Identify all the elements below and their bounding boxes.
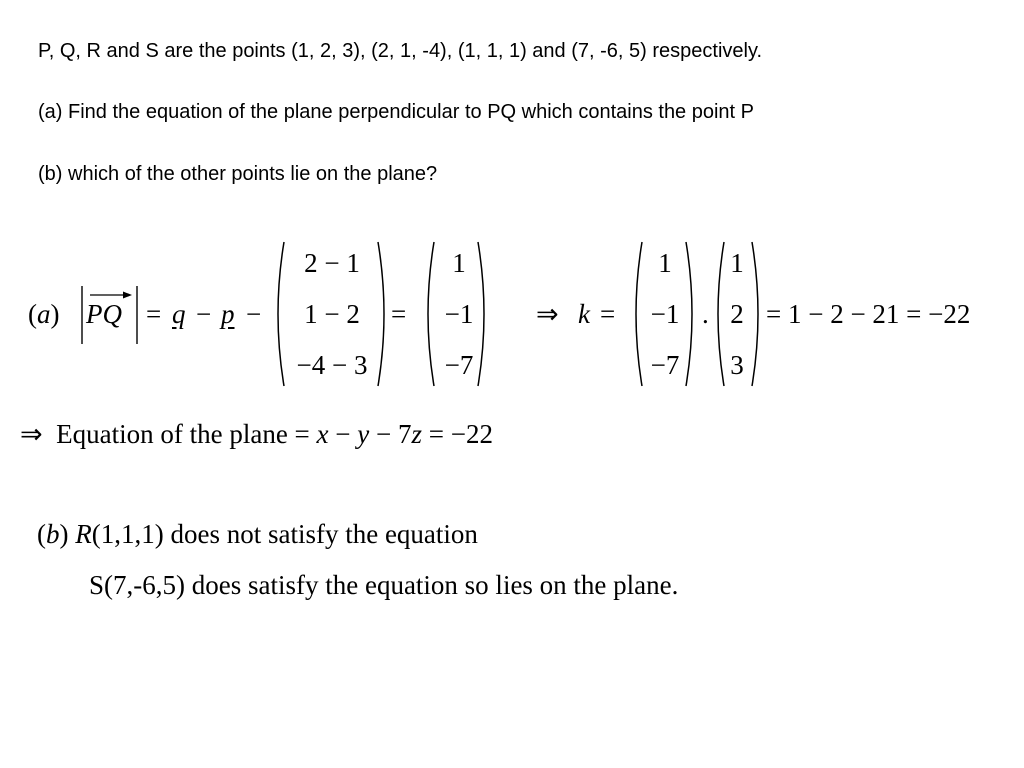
plane-equation-line: ⇒ Equation of the plane = x − y − 7z = −22 <box>20 419 493 449</box>
matrix-cell: 2 <box>730 299 744 329</box>
matrix-cell: 2 − 1 <box>304 248 360 278</box>
right-bracket <box>684 240 700 388</box>
minus-sign: − <box>246 299 262 329</box>
left-bracket <box>270 240 286 388</box>
minus-sign: − <box>196 299 212 329</box>
implies-arrow-icon: ⇒ <box>20 419 43 449</box>
solution-b-line-1: (b) R(1,1,1) does not satisfy the equation <box>37 519 478 549</box>
matrix-cell: −7 <box>444 350 474 380</box>
vector-pq: PQ <box>86 299 122 329</box>
right-bracket <box>476 240 492 388</box>
question-part-a: (a) Find the equation of the plane perpendicular to PQ which contains the point P <box>38 101 755 123</box>
matrix-cell: −7 <box>650 350 680 380</box>
implies-arrow-icon: ⇒ <box>536 299 559 329</box>
constant-k: k <box>578 299 590 329</box>
dot-product-result: = 1 − 2 − 21 = −22 <box>766 299 971 329</box>
dot-product-sign: . <box>702 299 709 329</box>
solution-b-line-2: S(7,-6,5) does satisfy the equation so lies on the plane. <box>89 570 679 600</box>
abs-bar-right <box>135 286 141 344</box>
matrix-cell: 1 <box>730 248 744 278</box>
vector-p: p <box>221 299 235 329</box>
question-part-b: (b) which of the other points lie on the plane? <box>38 163 438 185</box>
vector-q: q <box>172 299 186 329</box>
question-intro: P, Q, R and S are the points (1, 2, 3), (2, 1, -4), (1, 1, 1) and (7, -6, 5) respectively. <box>38 40 763 62</box>
matrix-cell: −1 <box>444 299 474 329</box>
right-bracket <box>376 240 392 388</box>
matrix-cell: −1 <box>650 299 680 329</box>
equals-sign: = <box>391 299 407 329</box>
equals-sign: = <box>600 299 616 329</box>
part-a-label: (a) <box>28 299 60 329</box>
right-bracket <box>750 240 766 388</box>
matrix-cell: 3 <box>730 350 744 380</box>
equals-sign: = <box>146 299 162 329</box>
matrix-cell: 1 <box>452 248 466 278</box>
matrix-cell: 1 <box>658 248 672 278</box>
matrix-cell: 1 − 2 <box>304 299 360 329</box>
matrix-cell: −4 − 3 <box>296 350 368 380</box>
